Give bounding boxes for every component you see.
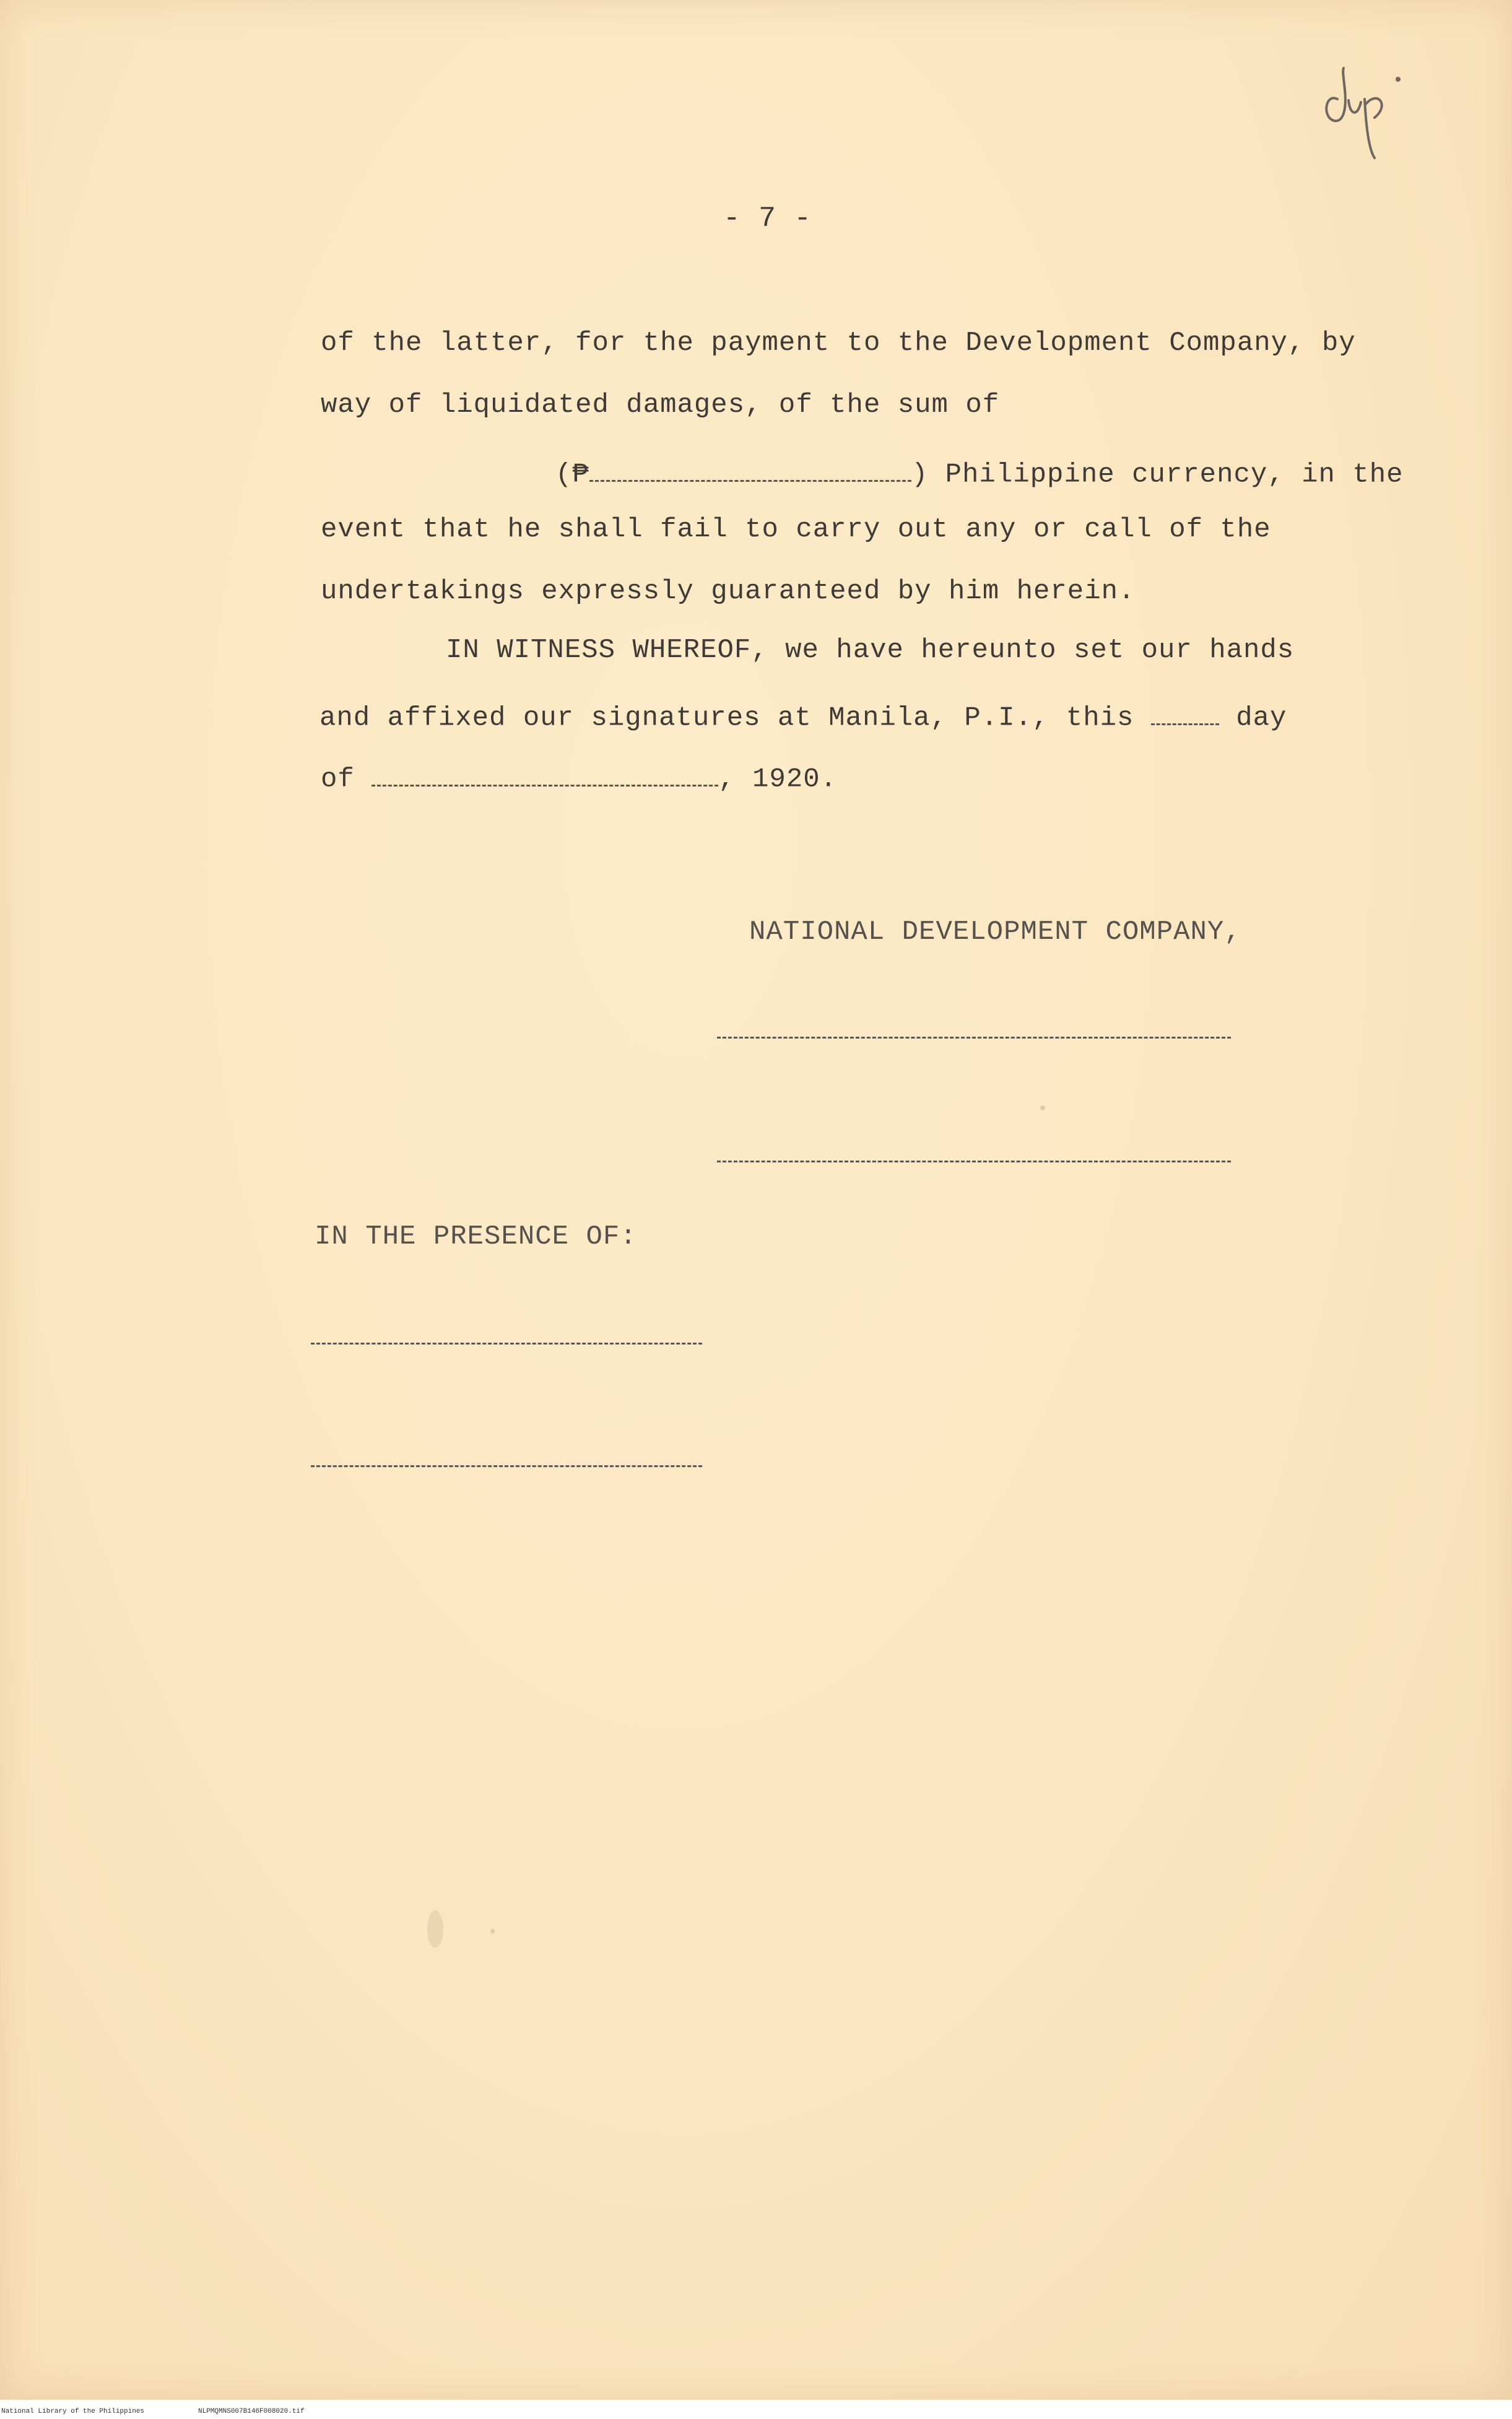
body-line-5: undertakings expressly guaranteed by him herein. — [321, 576, 1136, 607]
company-name: NATIONAL DEVELOPMENT COMPANY, — [749, 917, 1241, 948]
company-signature-line-1 — [717, 1037, 1231, 1039]
day-blank — [1151, 699, 1219, 725]
witness-signature-line-2 — [311, 1465, 702, 1467]
date-clause-day: day — [1236, 702, 1287, 734]
date-clause-start: and affixed our signatures at Manila, P.I., this — [319, 702, 1134, 734]
body-line-3 — [555, 455, 1404, 489]
page-number: - 7 - — [723, 203, 812, 235]
witness-signature-line-1 — [311, 1343, 702, 1345]
footer-library: National Library of the Philippines — [1, 2408, 145, 2415]
body-line-6: IN WITNESS WHEREOF, we have hereunto set our hands — [446, 635, 1295, 666]
footer-filename: NLPMQMNS007B146F008020.tif — [198, 2408, 305, 2415]
body-line-4: event that he shall fail to carry out any or call of the — [321, 514, 1271, 545]
amount-close: ) Philippine currency, in the — [911, 459, 1404, 490]
year-text: , 1920. — [718, 764, 838, 795]
amount-blank — [589, 455, 911, 482]
body-line-8 — [321, 760, 837, 793]
company-signature-line-2 — [717, 1161, 1231, 1162]
body-line-1: of the latter, for the payment to the Development Company, by — [321, 328, 1356, 359]
paper-speck — [490, 1929, 495, 1933]
paper-speck — [1040, 1105, 1045, 1110]
witness-heading: IN THE PRESENCE OF: — [315, 1221, 637, 1252]
month-blank — [371, 760, 718, 787]
body-line-7 — [319, 699, 1287, 732]
paper-stain — [427, 1911, 443, 1948]
handwritten-annotation — [1319, 56, 1418, 161]
amount-open: (₱ — [555, 459, 589, 490]
month-label: of — [321, 764, 355, 795]
body-line-2: way of liquidated damages, of the sum of — [321, 390, 1000, 421]
